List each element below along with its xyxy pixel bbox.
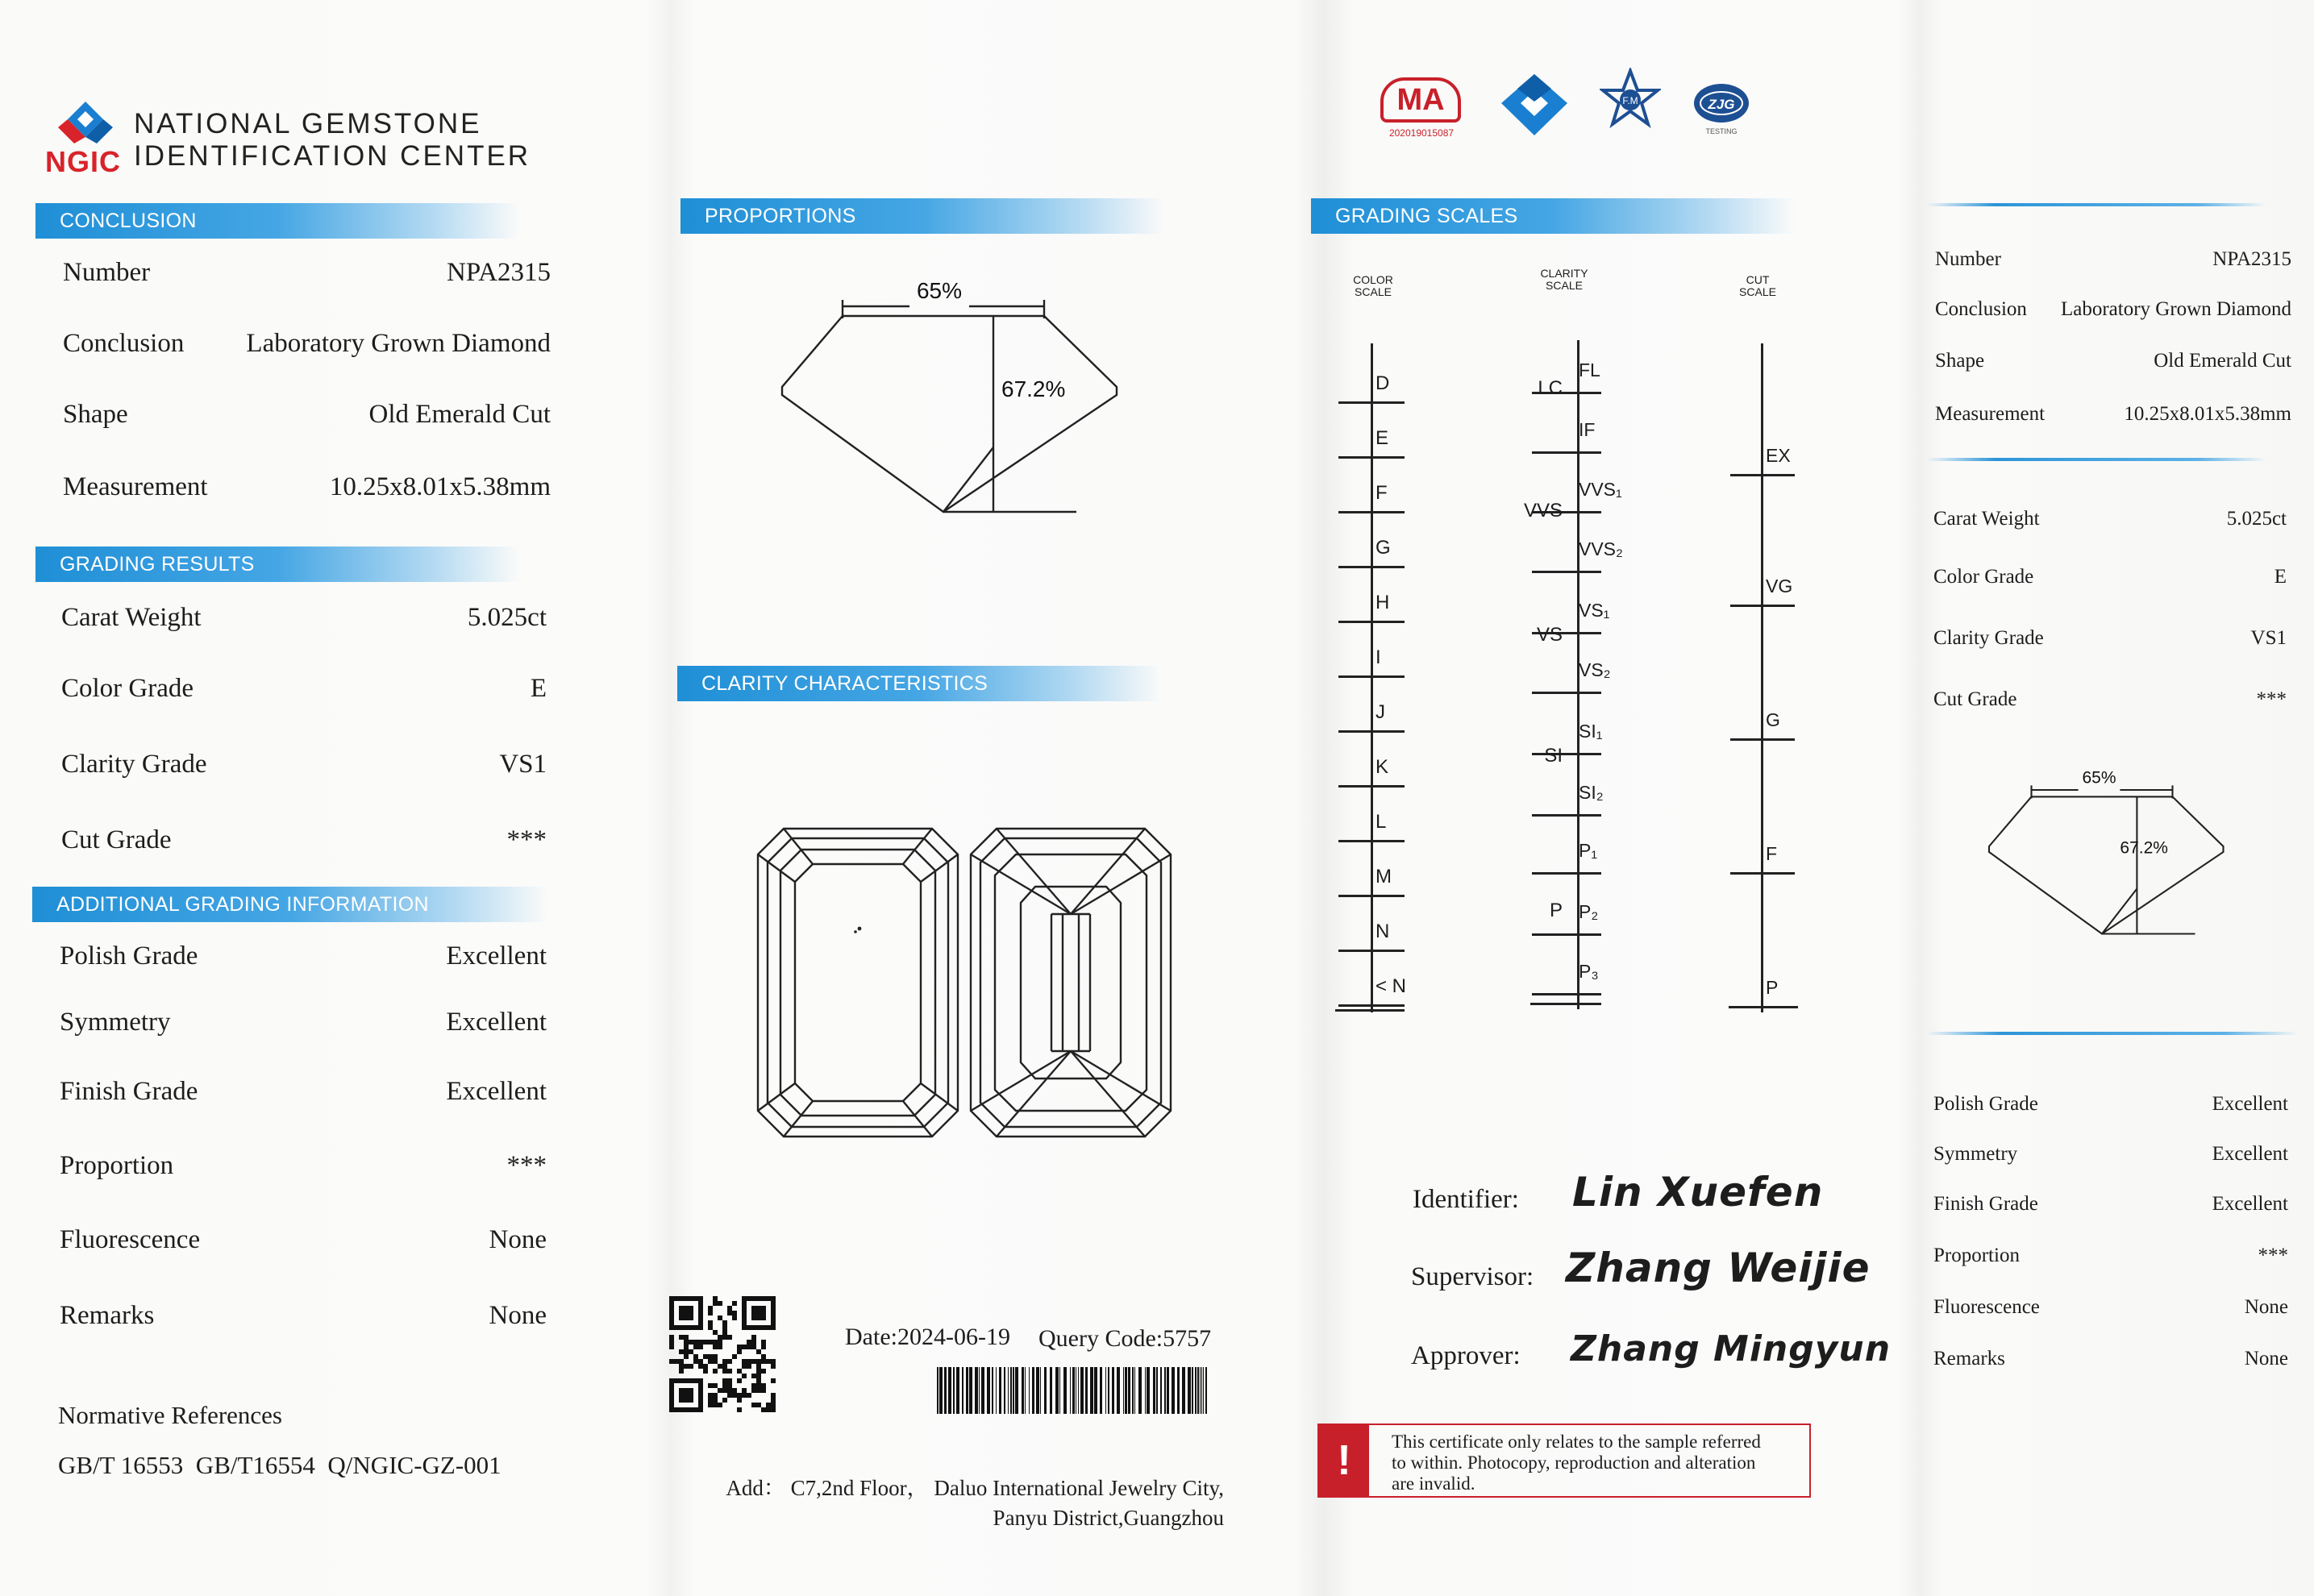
color-scale-tick: [1338, 785, 1405, 788]
clarity-grade-label: VVS₂: [1579, 538, 1623, 559]
supervisor-label: Supervisor:: [1411, 1262, 1534, 1291]
row-value: VS1: [499, 750, 547, 779]
proportions-diagram: [758, 266, 1129, 524]
row-value: VS1: [2250, 627, 2287, 649]
clarity-scale-tick: [1532, 933, 1601, 936]
row-value: None: [489, 1225, 547, 1254]
row-value: ***: [2258, 1245, 2288, 1266]
color-grade-label: L: [1375, 811, 1387, 833]
summary-proportions-diagram: [1972, 761, 2232, 943]
notice-box: [1317, 1424, 1811, 1498]
color-scale-tick: [1338, 950, 1405, 952]
org-name-line2: IDENTIFICATION CENTER: [134, 140, 531, 172]
row-value: 5.025ct: [467, 603, 547, 632]
row-label: Cut Grade: [1933, 688, 2017, 710]
color-scale-tick: [1338, 456, 1405, 459]
clarity-group-label: VS: [1536, 624, 1563, 646]
row-label: Polish Grade: [1933, 1093, 2038, 1115]
row-label: Shape: [1935, 350, 1985, 372]
color-scale-tick: [1338, 401, 1405, 404]
zjg-sub: TESTING: [1705, 127, 1738, 135]
clarity-group-label: P: [1549, 900, 1563, 921]
row-label: Proportion: [60, 1151, 174, 1180]
cut-scale-axis: [1761, 343, 1763, 1012]
notice-text: [1392, 1432, 1761, 1494]
clarity-grade-label: VVS₁: [1579, 479, 1622, 500]
crown-view-diagram: [755, 825, 961, 1140]
clarity-scale-title: [1532, 268, 1596, 292]
color-scale-tick: [1338, 566, 1405, 568]
color-grade-label: D: [1375, 372, 1390, 394]
summary-divider-middle: [1927, 458, 2266, 461]
color-scale-base: [1335, 1009, 1405, 1012]
clarity-grade-label: VS₂: [1579, 659, 1611, 680]
cma-label: MA: [1396, 83, 1445, 117]
row-value: E: [2274, 566, 2287, 588]
address-line1: Add： C7,2nd Floor， Daluo International Jewelry City,: [726, 1476, 1224, 1500]
qr-code[interactable]: [669, 1296, 776, 1412]
color-grade-label: J: [1375, 701, 1385, 723]
row-value: None: [2244, 1296, 2288, 1318]
supervisor-signature: Zhang Weijie: [1566, 1245, 1871, 1291]
row-label: Shape: [63, 400, 128, 429]
row-value: Excellent: [446, 1077, 547, 1106]
summary-divider-top: [1927, 203, 2266, 206]
scale-title-line: COLOR: [1353, 273, 1393, 286]
cut-scale-tick: [1730, 1006, 1795, 1008]
clarity-scale-tick: [1532, 993, 1601, 995]
row-value: Excellent: [2212, 1143, 2288, 1165]
row-value: 10.25x8.01x5.38mm: [2124, 403, 2291, 425]
row-value: Old Emerald Cut: [2154, 350, 2291, 372]
summary-depth-percent: 67.2%: [2120, 838, 2168, 858]
clarity-grade-label: P₂: [1579, 901, 1599, 922]
row-label: Conclusion: [1935, 298, 2027, 320]
cut-grade-label: VG: [1766, 576, 1793, 596]
clarity-scale-tick: [1532, 814, 1601, 817]
row-label: Measurement: [1935, 403, 2046, 425]
color-scale-tick: [1338, 621, 1405, 623]
color-scale-tick: [1338, 1004, 1405, 1007]
org-name-line1: NATIONAL GEMSTONE: [134, 108, 482, 139]
row-label: Conclusion: [63, 329, 185, 358]
clarity-grade-label: IF: [1579, 419, 1596, 440]
query-code: Query Code:5757: [1038, 1325, 1212, 1352]
row-value: 10.25x8.01x5.38mm: [329, 472, 551, 501]
grading-scales-header: GRADING SCALES: [1311, 198, 1795, 234]
row-value: 5.025ct: [2226, 508, 2287, 530]
color-grade-label: H: [1375, 592, 1390, 613]
row-label: Proportion: [1933, 1245, 2020, 1266]
diamond-logo-icon: [1498, 71, 1571, 139]
row-label: Symmetry: [60, 1008, 171, 1037]
proportions-header: PROPORTIONS: [680, 198, 1164, 234]
color-scale-axis: [1371, 343, 1373, 1012]
row-label: Symmetry: [1933, 1143, 2018, 1165]
row-value: None: [2244, 1348, 2288, 1369]
cut-scale-title: [1733, 274, 1782, 298]
color-scale-tick: [1338, 675, 1405, 678]
row-label: Color Grade: [61, 674, 194, 703]
row-label: Finish Grade: [60, 1077, 198, 1106]
color-grade-label: N: [1375, 921, 1390, 942]
row-label: Color Grade: [1933, 566, 2034, 588]
clarity-grade-label: FL: [1579, 360, 1600, 380]
color-scale-tick: [1338, 511, 1405, 513]
address-line2: Panyu District,Guangzhou: [993, 1506, 1224, 1530]
normative-refs: GB/T 16553 GB/T16554 Q/NGIC-GZ-001: [58, 1451, 502, 1479]
depth-percent-label: 67.2%: [1001, 376, 1066, 401]
conclusion-header: CONCLUSION: [35, 203, 519, 239]
clarity-scale-tick: [1532, 692, 1601, 694]
row-value: E: [530, 674, 547, 703]
scale-title-line: SCALE: [1739, 285, 1776, 298]
clarity-group-label: SI: [1544, 745, 1563, 767]
additional-header: ADDITIONAL GRADING INFORMATION: [32, 887, 548, 922]
report-date: Date:2024-06-19: [845, 1324, 1010, 1350]
summary-divider-bottom: [1927, 1032, 2298, 1035]
clarity-scale-tick: [1532, 571, 1601, 573]
notice-line: to within. Photocopy, reproduction and alteration: [1392, 1453, 1756, 1473]
row-value: None: [489, 1301, 547, 1330]
color-grade-label: K: [1375, 756, 1389, 778]
row-value: ***: [506, 825, 547, 854]
row-label: Clarity Grade: [61, 750, 207, 779]
row-value: ***: [506, 1151, 547, 1180]
row-value: Excellent: [2212, 1093, 2288, 1115]
table-percent-label: 65%: [916, 278, 963, 303]
row-value: Laboratory Grown Diamond: [246, 329, 551, 358]
color-scale-tick: [1338, 895, 1405, 897]
cut-grade-label: P: [1766, 977, 1779, 998]
clarity-characteristics-header: CLARITY CHARACTERISTICS: [677, 666, 1161, 701]
clarity-grade-label: P₁: [1579, 840, 1598, 861]
cut-grade-label: EX: [1766, 445, 1791, 466]
clarity-grade-label: SI₂: [1579, 782, 1604, 803]
row-value: Excellent: [2212, 1193, 2288, 1215]
row-value: ***: [2256, 688, 2287, 710]
color-grade-label: I: [1375, 646, 1381, 668]
row-label: Number: [63, 258, 151, 287]
approver-signature: Zhang Mingyun: [1571, 1328, 1892, 1369]
color-grade-label: F: [1375, 482, 1388, 504]
row-label: Number: [1935, 248, 2001, 270]
cma-mark-icon: [1380, 77, 1461, 123]
clarity-scale-tick: [1532, 872, 1601, 875]
cut-grade-label: G: [1766, 709, 1780, 730]
row-value: NPA2315: [2212, 248, 2291, 270]
zjg-testing-icon: [1690, 79, 1753, 135]
row-value: NPA2315: [447, 258, 551, 287]
clarity-scale-base: [1530, 1003, 1601, 1005]
notice-line: are invalid.: [1392, 1473, 1475, 1494]
zjg-label: ZJG: [1708, 97, 1735, 112]
clarity-group-label: VVS: [1523, 500, 1563, 522]
color-scale-title: [1345, 274, 1401, 298]
row-label: Polish Grade: [60, 941, 198, 970]
normative-title: Normative References: [58, 1401, 283, 1429]
summary-table-percent: 65%: [2082, 768, 2116, 788]
row-value: Laboratory Grown Diamond: [2060, 298, 2291, 320]
row-label: Finish Grade: [1933, 1193, 2038, 1215]
color-scale-tick: [1338, 840, 1405, 842]
clarity-grade-label: VS₁: [1579, 600, 1610, 621]
cut-scale-tick: [1730, 605, 1795, 607]
clarity-scale-tick: [1532, 451, 1601, 454]
identifier-label: Identifier:: [1413, 1185, 1519, 1214]
cut-scale-tick: [1730, 872, 1795, 875]
fm-star-icon: [1600, 68, 1661, 129]
notice-line: This certificate only relates to the sample referred: [1392, 1432, 1761, 1452]
row-value: Old Emerald Cut: [368, 400, 551, 429]
row-value: Excellent: [446, 1008, 547, 1037]
barcode: [935, 1367, 1211, 1414]
row-value: Excellent: [446, 941, 547, 970]
identifier-signature: Lin Xuefen: [1572, 1169, 1824, 1216]
grading-results-header: GRADING RESULTS: [35, 547, 519, 582]
row-label: Fluorescence: [1933, 1296, 2040, 1318]
clarity-grade-label: SI₁: [1579, 721, 1603, 742]
fm-label: F.M: [1622, 95, 1638, 106]
clarity-group-label: LC: [1538, 377, 1563, 399]
scale-title-line: CUT: [1746, 273, 1770, 286]
cut-grade-label: F: [1766, 843, 1778, 864]
color-grade-label: E: [1375, 427, 1389, 449]
row-label: Remarks: [60, 1301, 155, 1330]
scale-title-line: SCALE: [1355, 285, 1392, 298]
cma-number: 202019015087: [1388, 127, 1455, 139]
pavilion-view-diagram: [968, 825, 1174, 1140]
approver-label: Approver:: [1411, 1341, 1521, 1370]
color-grade-label: G: [1375, 537, 1391, 559]
row-label: Measurement: [63, 472, 208, 501]
row-label: Cut Grade: [61, 825, 172, 854]
row-label: Fluorescence: [60, 1225, 201, 1254]
scale-title-line: SCALE: [1546, 279, 1583, 292]
scale-title-line: CLARITY: [1540, 267, 1588, 280]
color-grade-label: < N: [1375, 975, 1407, 997]
clarity-grade-label: P₃: [1579, 961, 1599, 982]
row-label: Remarks: [1933, 1348, 2005, 1369]
row-label: Carat Weight: [1933, 508, 2040, 530]
row-label: Clarity Grade: [1933, 627, 2044, 649]
cut-scale-tick: [1730, 738, 1795, 741]
warning-icon: !: [1319, 1425, 1369, 1496]
brand-abbr: NGIC: [45, 145, 121, 178]
color-grade-label: M: [1375, 866, 1392, 887]
row-label: Carat Weight: [61, 603, 202, 632]
color-scale-tick: [1338, 730, 1405, 733]
cut-scale-tick: [1730, 474, 1795, 476]
